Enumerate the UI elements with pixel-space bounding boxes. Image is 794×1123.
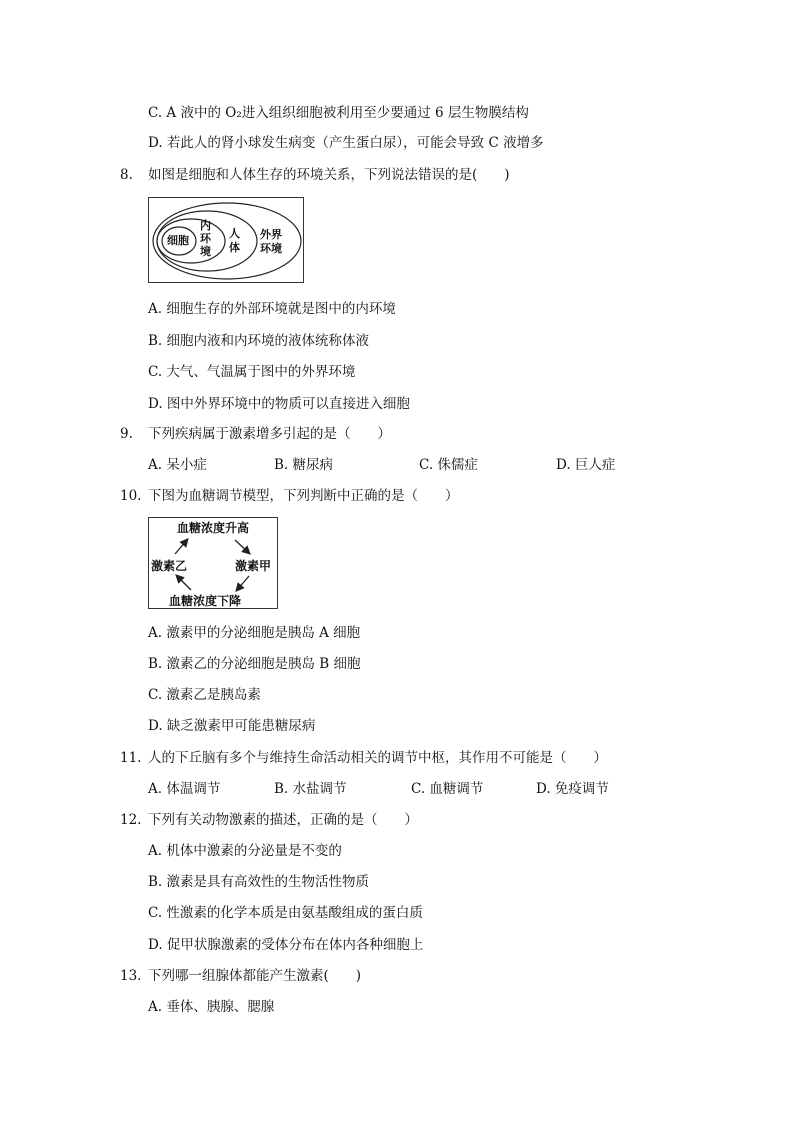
figure-label-body-2: 体 <box>229 241 240 254</box>
q8-option-d: D. 图中外界环境中的物质可以直接进入细胞 <box>148 396 410 412</box>
figure-label-body-1: 人 <box>229 227 240 240</box>
q8-stem: 如图是细胞和人体生存的环境关系，下列说法错误的是( ) <box>148 167 510 183</box>
arrow-fall-to-hormone-b <box>177 576 191 590</box>
q13-stem: 下列哪一组腺体都能产生激素( ) <box>148 968 362 984</box>
q9-option-c: C. 侏儒症 <box>419 457 478 473</box>
q11-option-a: A. 体温调节 <box>148 781 221 797</box>
arrow-hormone-a-to-fall <box>237 576 249 590</box>
q13-number: 13. <box>120 968 142 984</box>
q9-option-d: D. 巨人症 <box>556 457 616 473</box>
q9-option-a: A. 呆小症 <box>148 457 207 473</box>
q11-option-c: C. 血糖调节 <box>411 781 484 797</box>
q8-option-c: C. 大气、气温属于图中的外界环境 <box>148 364 356 380</box>
figure-label-inner-env-2: 环 <box>200 232 211 245</box>
q10-option-d: D. 缺乏激素甲可能患糖尿病 <box>148 718 316 734</box>
q12-stem: 下列有关动物激素的描述，正确的是（ ） <box>148 812 418 828</box>
q7-option-c: C. A 液中的 O₂进入组织细胞被利用至少要通过 6 层生物膜结构 <box>148 105 529 121</box>
q11-stem: 人的下丘脑有多个与维持生命活动相关的调节中枢，其作用不可能是（ ） <box>148 750 607 766</box>
cycle-label-hormone-a: 激素甲 <box>235 559 272 573</box>
q10-stem: 下图为血糖调节模型，下列判断中正确的是（ ） <box>148 488 459 504</box>
figure-label-inner-env-1: 内 <box>200 219 211 232</box>
q13-option-a: A. 垂体、胰腺、腮腺 <box>148 999 275 1015</box>
cycle-label-glucose-rise: 血糖浓度升高 <box>177 521 250 535</box>
q12-option-d: D. 促甲状腺激素的受体分布在体内各种细胞上 <box>148 937 424 953</box>
q11-number: 11. <box>120 750 142 766</box>
q9-option-b: B. 糖尿病 <box>274 457 334 473</box>
q10-option-a: A. 激素甲的分泌细胞是胰岛 A 细胞 <box>148 625 361 641</box>
q8-option-b: B. 细胞内液和内环境的液体统称体液 <box>148 333 370 349</box>
q9-number: 9. <box>120 426 133 442</box>
q11-option-d: D. 免疫调节 <box>536 781 609 797</box>
q7-option-d: D. 若此人的肾小球发生病变（产生蛋白尿），可能会导致 C 液增多 <box>148 135 544 151</box>
q8-figure-environment-diagram <box>148 197 304 283</box>
q12-number: 12. <box>120 812 142 828</box>
q9-stem: 下列疾病属于激素增多引起的是（ ） <box>148 426 391 442</box>
figure-label-outer-env-1: 外界 <box>260 228 282 241</box>
figure-label-cell: 细胞 <box>167 234 189 247</box>
q12-option-b: B. 激素是具有高效性的生物活性物质 <box>148 874 370 890</box>
q11-option-b: B. 水盐调节 <box>274 781 347 797</box>
q10-number: 10. <box>120 488 142 504</box>
q10-option-b: B. 激素乙的分泌细胞是胰岛 B 细胞 <box>148 656 361 672</box>
cycle-label-hormone-b: 激素乙 <box>151 559 188 573</box>
q12-option-a: A. 机体中激素的分泌量是不变的 <box>148 843 342 859</box>
cycle-label-glucose-fall: 血糖浓度下降 <box>169 594 242 608</box>
q8-number: 8. <box>120 167 133 183</box>
arrow-hormone-b-to-rise <box>175 540 187 554</box>
q10-figure-glucose-cycle <box>148 517 278 609</box>
q8-option-a: A. 细胞生存的外部环境就是图中的内环境 <box>148 301 396 317</box>
q10-option-c: C. 激素乙是胰岛素 <box>148 687 261 703</box>
arrow-rise-to-hormone-a <box>235 540 249 553</box>
q12-option-c: C. 性激素的化学本质是由氨基酸组成的蛋白质 <box>148 905 423 921</box>
figure-label-outer-env-2: 环境 <box>260 242 282 255</box>
figure-label-inner-env-3: 境 <box>200 245 211 258</box>
